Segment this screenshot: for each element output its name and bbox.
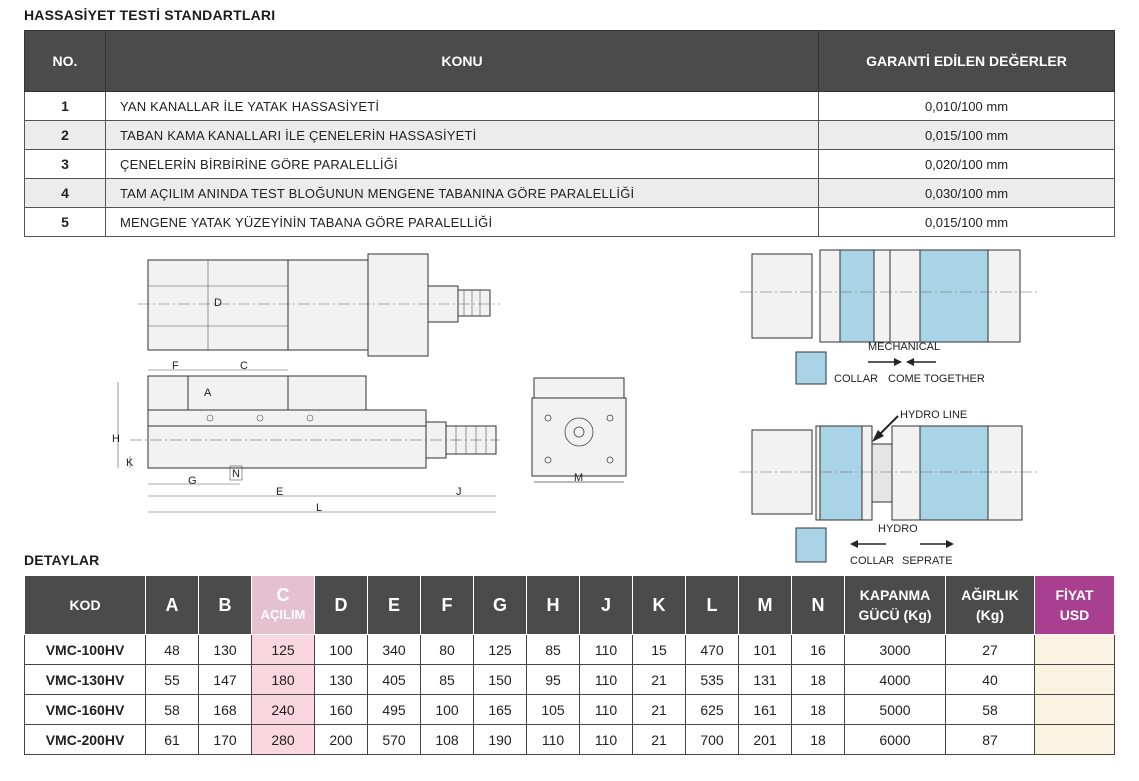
cell-a: 55 xyxy=(146,665,199,695)
cell-l: 470 xyxy=(686,635,739,665)
cell-d: 200 xyxy=(315,725,368,755)
cell-l: 700 xyxy=(686,725,739,755)
row-value: 0,015/100 mm xyxy=(819,121,1115,150)
hydro-collar-label: COLLAR xyxy=(850,555,895,567)
header-agirlik-line2: (Kg) xyxy=(976,607,1004,623)
header-d: D xyxy=(315,576,368,635)
header-konu: KONU xyxy=(106,31,819,92)
table-row xyxy=(25,635,1115,665)
hydro-action-label: SEPRATE xyxy=(902,555,953,567)
dim-label-a: A xyxy=(204,387,212,399)
row-konu: ÇENELERİN BİRBİRİNE GÖRE PARALELLİĞİ xyxy=(106,150,819,179)
cell-e: 495 xyxy=(368,695,421,725)
standards-header-row xyxy=(25,31,1115,92)
cell-j: 110 xyxy=(580,725,633,755)
cell-fiyat xyxy=(1035,635,1115,665)
cell-j: 110 xyxy=(580,635,633,665)
mechanical-collar-label: COLLAR xyxy=(834,373,879,385)
cell-agirlik: 27 xyxy=(946,635,1035,665)
cell-g: 125 xyxy=(474,635,527,665)
row-konu: TAM AÇILIM ANINDA TEST BLOĞUNUN MENGENE TABANINA GÖRE PARALELLİĞİ xyxy=(106,179,819,208)
cell-fiyat xyxy=(1035,695,1115,725)
row-no: 3 xyxy=(25,150,106,179)
row-value: 0,030/100 mm xyxy=(819,179,1115,208)
header-fiyat-line1: FİYAT xyxy=(1055,587,1094,603)
row-no: 1 xyxy=(25,92,106,121)
cell-a: 48 xyxy=(146,635,199,665)
cell-c: 280 xyxy=(252,725,315,755)
cell-d: 130 xyxy=(315,665,368,695)
header-b: B xyxy=(199,576,252,635)
table-row xyxy=(25,150,1115,179)
cell-kapanma: 5000 xyxy=(845,695,946,725)
cell-kod: VMC-200HV xyxy=(25,725,146,755)
vise-side-view-drawing xyxy=(100,356,510,518)
cell-n: 16 xyxy=(792,635,845,665)
row-value: 0,015/100 mm xyxy=(819,208,1115,237)
cell-b: 168 xyxy=(199,695,252,725)
cell-k: 21 xyxy=(633,725,686,755)
row-konu: YAN KANALLAR İLE YATAK HASSASİYETİ xyxy=(106,92,819,121)
header-fiyat xyxy=(1035,576,1115,635)
cell-a: 58 xyxy=(146,695,199,725)
header-e: E xyxy=(368,576,421,635)
details-title: DETAYLAR xyxy=(24,552,100,568)
cell-kod: VMC-130HV xyxy=(25,665,146,695)
cell-kod: VMC-160HV xyxy=(25,695,146,725)
cell-n: 18 xyxy=(792,695,845,725)
header-value: GARANTİ EDİLEN DEĞERLER xyxy=(819,31,1115,92)
cell-c: 125 xyxy=(252,635,315,665)
header-kod: KOD xyxy=(25,576,146,635)
cell-m: 201 xyxy=(739,725,792,755)
cell-c: 180 xyxy=(252,665,315,695)
vise-top-view-drawing xyxy=(120,250,510,360)
details-body xyxy=(25,635,1115,755)
table-row xyxy=(25,92,1115,121)
cell-n: 18 xyxy=(792,725,845,755)
row-value: 0,020/100 mm xyxy=(819,150,1115,179)
cell-g: 150 xyxy=(474,665,527,695)
cell-fiyat xyxy=(1035,665,1115,695)
cell-b: 130 xyxy=(199,635,252,665)
cell-b: 170 xyxy=(199,725,252,755)
row-value: 0,010/100 mm xyxy=(819,92,1115,121)
cell-kapanma: 6000 xyxy=(845,725,946,755)
cell-kapanma: 3000 xyxy=(845,635,946,665)
header-n: N xyxy=(792,576,845,635)
cell-l: 535 xyxy=(686,665,739,695)
table-row xyxy=(25,665,1115,695)
header-fiyat-line2: USD xyxy=(1059,607,1090,623)
cell-agirlik: 40 xyxy=(946,665,1035,695)
cell-h: 105 xyxy=(527,695,580,725)
dim-label-n: N xyxy=(232,468,240,480)
cell-agirlik: 58 xyxy=(946,695,1035,725)
standards-title: HASSASİYET TESTİ STANDARTLARI xyxy=(24,7,276,23)
cell-kod: VMC-100HV xyxy=(25,635,146,665)
collar-fill xyxy=(840,250,874,342)
cell-f: 85 xyxy=(421,665,474,695)
cell-m: 161 xyxy=(739,695,792,725)
cell-e: 405 xyxy=(368,665,421,695)
table-row xyxy=(25,725,1115,755)
dim-label-m: M xyxy=(574,472,584,484)
cell-e: 340 xyxy=(368,635,421,665)
details-table xyxy=(24,575,1115,755)
header-m: M xyxy=(739,576,792,635)
header-kapanma-line1: KAPANMA xyxy=(859,587,931,603)
cell-f: 100 xyxy=(421,695,474,725)
dim-label-g: G xyxy=(188,475,197,487)
dim-label-l: L xyxy=(316,502,323,514)
row-konu: MENGENE YATAK YÜZEYİNİN TABANA GÖRE PARALELLİĞİ xyxy=(106,208,819,237)
header-agirlik-line1: AĞIRLIK xyxy=(961,587,1019,603)
row-no: 4 xyxy=(25,179,106,208)
header-j: J xyxy=(580,576,633,635)
header-c-acilim: AÇILIM xyxy=(260,607,306,622)
table-row xyxy=(25,179,1115,208)
row-no: 5 xyxy=(25,208,106,237)
dim-label-d: D xyxy=(214,297,222,309)
cell-b: 147 xyxy=(199,665,252,695)
table-row xyxy=(25,121,1115,150)
hydro-title: HYDRO xyxy=(878,523,918,535)
table-row xyxy=(25,208,1115,237)
cell-f: 108 xyxy=(421,725,474,755)
cell-h: 85 xyxy=(527,635,580,665)
cell-d: 160 xyxy=(315,695,368,725)
header-c-letter: C xyxy=(276,585,290,605)
dim-label-e: E xyxy=(276,486,284,498)
cell-j: 110 xyxy=(580,695,633,725)
header-k: K xyxy=(633,576,686,635)
cell-agirlik: 87 xyxy=(946,725,1035,755)
dim-label-c: C xyxy=(240,360,248,372)
cell-k: 21 xyxy=(633,665,686,695)
cell-n: 18 xyxy=(792,665,845,695)
row-konu: TABAN KAMA KANALLARI İLE ÇENELERİN HASSASİYETİ xyxy=(106,121,819,150)
header-c xyxy=(252,576,315,635)
cell-g: 190 xyxy=(474,725,527,755)
cell-h: 95 xyxy=(527,665,580,695)
cell-d: 100 xyxy=(315,635,368,665)
cell-l: 625 xyxy=(686,695,739,725)
header-kapanma xyxy=(845,576,946,635)
header-a: A xyxy=(146,576,199,635)
hydro-collar-drawing xyxy=(740,404,1040,572)
mechanical-collar-drawing xyxy=(740,246,1040,390)
cell-h: 110 xyxy=(527,725,580,755)
mechanical-title: MECHANICAL xyxy=(868,341,941,353)
header-f: F xyxy=(421,576,474,635)
cell-m: 131 xyxy=(739,665,792,695)
cell-k: 15 xyxy=(633,635,686,665)
cell-m: 101 xyxy=(739,635,792,665)
cell-j: 110 xyxy=(580,665,633,695)
cell-g: 165 xyxy=(474,695,527,725)
cell-kapanma: 4000 xyxy=(845,665,946,695)
hydro-line-label: HYDRO LINE xyxy=(900,409,968,421)
dim-label-j: J xyxy=(456,486,462,498)
header-g: G xyxy=(474,576,527,635)
row-no: 2 xyxy=(25,121,106,150)
dim-label-f: F xyxy=(172,360,179,372)
cell-e: 570 xyxy=(368,725,421,755)
details-header-row xyxy=(25,576,1115,635)
cell-fiyat xyxy=(1035,725,1115,755)
header-l: L xyxy=(686,576,739,635)
dim-label-k: K xyxy=(126,457,134,469)
dim-label-h: H xyxy=(112,433,120,445)
header-h: H xyxy=(527,576,580,635)
table-row xyxy=(25,695,1115,725)
mechanical-action-label: COME TOGETHER xyxy=(888,373,985,385)
header-no: NO. xyxy=(25,31,106,92)
vise-front-view-drawing xyxy=(524,374,636,486)
cell-a: 61 xyxy=(146,725,199,755)
header-kapanma-line2: GÜCÜ (Kg) xyxy=(858,607,932,623)
cell-c: 240 xyxy=(252,695,315,725)
standards-table xyxy=(24,30,1115,237)
cell-f: 80 xyxy=(421,635,474,665)
header-agirlik xyxy=(946,576,1035,635)
cell-k: 21 xyxy=(633,695,686,725)
